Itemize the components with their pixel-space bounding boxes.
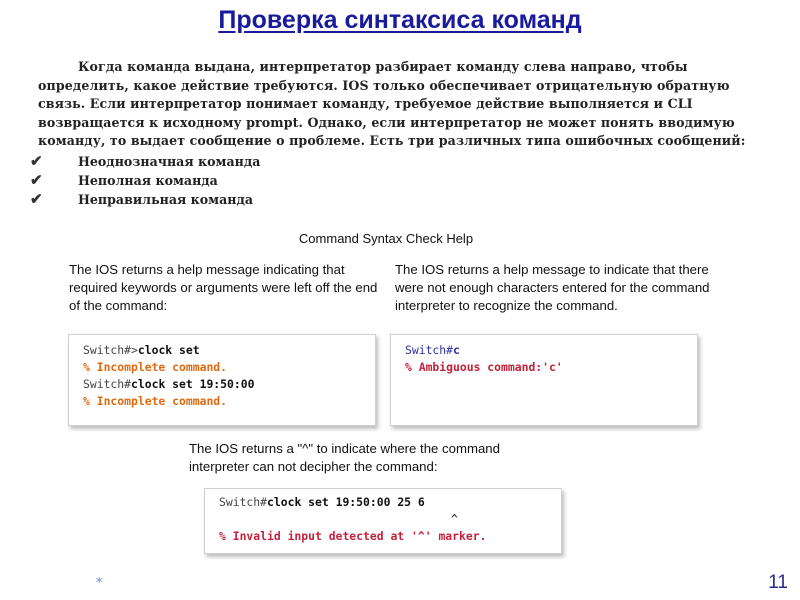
invalid-description: The IOS returns a "^" to indicate where the command interpreter can not decipher the command:: [189, 441, 500, 474]
figure-title: Command Syntax Check Help: [298, 231, 474, 246]
list-item: ✔ Неоднозначная команда: [30, 152, 261, 170]
slide-title: Проверка синтаксиса команд: [218, 6, 582, 34]
footer-star: *: [96, 576, 103, 591]
console-line: Switch#c: [405, 343, 460, 357]
console-line: Switch#>clock set: [83, 343, 200, 357]
console-error: % Incomplete command.: [83, 360, 228, 374]
error-type-list: [16, 152, 260, 209]
invalid-command-box: [204, 488, 562, 554]
incomplete-description: The IOS returns a help message indicating that required keywords or arguments were left off the end of the command:: [69, 262, 378, 313]
list-item: ✔ Неполная команда: [30, 171, 218, 189]
checkmark-icon: ✔: [30, 152, 43, 170]
console-error: % Invalid input detected at '^' marker.: [219, 529, 487, 543]
checkmark-icon: ✔: [30, 171, 43, 189]
list-item: ✔ Неправильная команда: [30, 190, 254, 208]
page-number: 11: [768, 572, 788, 593]
console-line: Switch#clock set 19:50:00 25 6: [219, 495, 425, 509]
console-line: Switch#clock set 19:50:00: [83, 377, 255, 391]
checkmark-icon: ✔: [30, 190, 43, 208]
ambiguous-description: The IOS returns a help message to indicate that there were not enough characters entered for the command interpreter to recognize the command.: [395, 262, 710, 313]
ambiguous-command-box: [390, 334, 698, 426]
console-error: % Incomplete command.: [83, 394, 228, 408]
console-error: % Ambiguous command:'c': [405, 360, 563, 374]
caret-marker: ^: [451, 512, 458, 526]
incomplete-command-box: [68, 334, 376, 426]
intro-paragraph: Когда команда выдана, интерпретатор разбирает команду слева направо, чтобы определить, какое действие требуются. IOS только обеспечивает отрицательную обратную связь. Если интерпретатор понимает команду, требуемое действие выполняется и CLI возвращается к исходному prompt. Однако, если интерпретатор не может понять вводимую команду, то выдает сообщение о проблеме. Есть три различных типа ошибочных сообщений:: [38, 59, 746, 148]
